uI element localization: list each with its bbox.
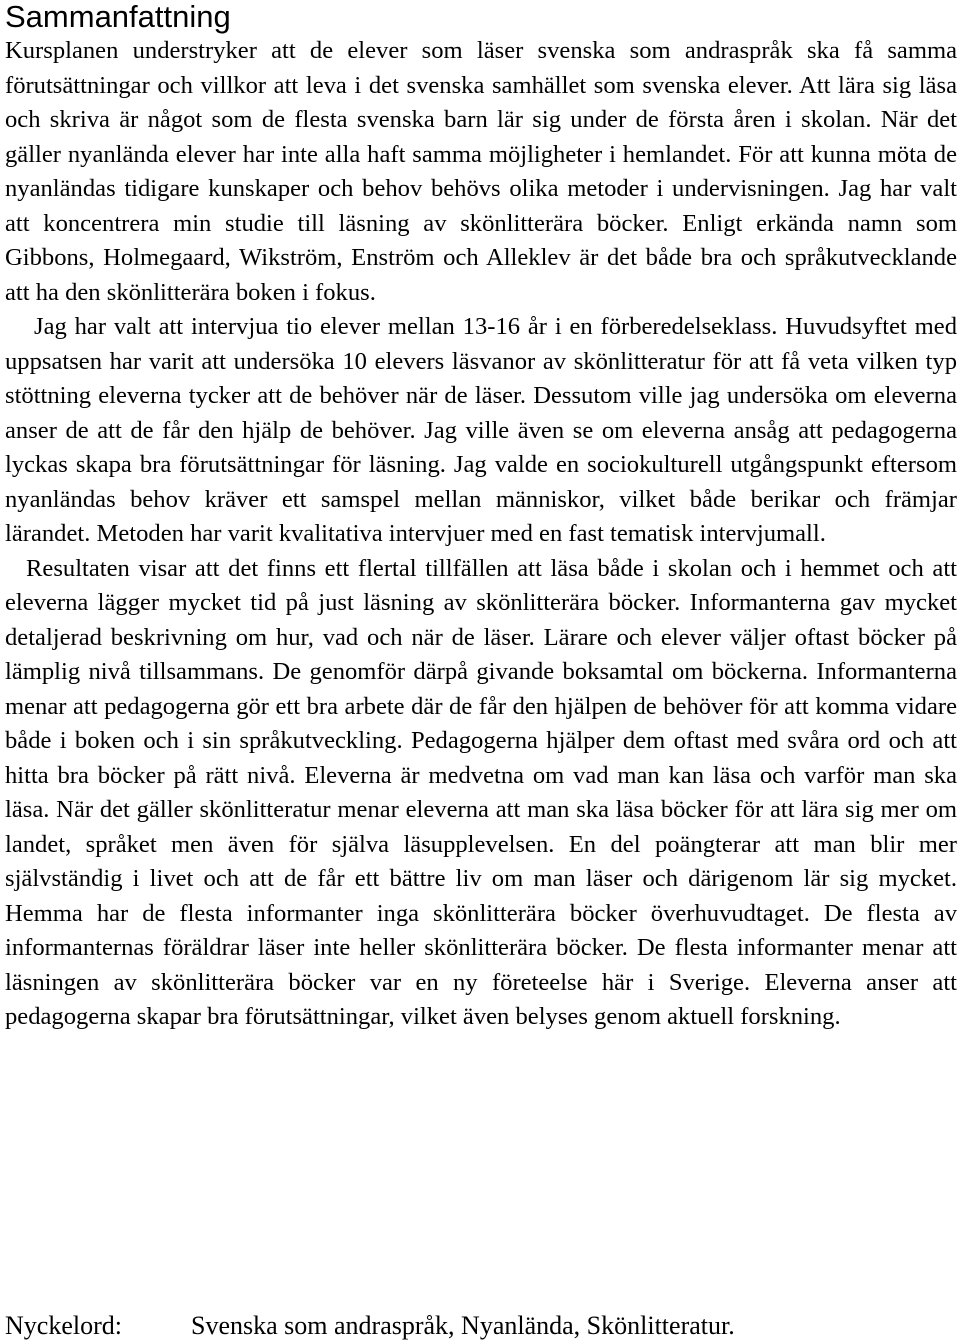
page-title: Sammanfattning bbox=[5, 0, 231, 34]
keywords-value: Svenska som andraspråk, Nyanlända, Skönlitteratur. bbox=[191, 1311, 735, 1340]
summary-page bbox=[5, 0, 957, 1035]
keywords-label: Nyckelord: bbox=[5, 1311, 122, 1340]
summary-paragraph-1: Kursplanen understryker att de elever som läser svenska som andraspråk ska få samma förutsättningar och villkor att leva i det svenska samhället som svenska elever. Att lära sig läsa och skriva är något som de flesta svenska barn lär sig under de första åren i skolan. När det gäller nyanlända elever har inte alla haft samma möjligheter i hemlandet. För att kunna möta de nyanländas tidigare kunskaper och behov behövs olika metoder i undervisningen. Jag har valt att koncentrera min studie till läsning av skönlitterära böcker. Enligt erkända namn som Gibbons, Holmegaard, Wikström, Enström och Alleklev är det både bra och språkutvecklande att ha den skönlitterära boken i fokus. bbox=[5, 37, 957, 306]
summary-paragraph-3: Resultaten visar att det finns ett flertal tillfällen att läsa både i skolan och i hemmet och att eleverna lägger mycket tid på just läsning av skönlitterära böcker. Informanterna gav mycket detaljerad beskrivning om hur, vad och när de läser. Lärare och elever väljer oftast böcker på lämplig nivå tillsammans. De genomför därpå givande boksamtal om böckerna. Informanterna menar att pedagogerna gör ett bra arbete där de får den hjälpen de behöver för att komma vidare både i boken och i sin språkutveckling. Pedagogerna hjälper dem oftast med svåra ord och att hitta bra böcker på rätt nivå. Eleverna är medvetna om vad man kan läsa och varför man ska läsa. När det gäller skönlitteratur menar eleverna att man ska läsa böcker för att lära sig mer om landet, språket men även för själva läsupplevelsen. En del poängterar att man blir mer självständig i livet och att de får ett bättre liv om man läser och därigenom lär sig mycket. Hemma har de flesta informanter inga skönlitterära böcker överhuvudtaget. De flesta av informanternas föräldrar läser inte heller skönlitterära böcker. De flesta informanter menar att läsningen av skönlitterära böcker var en ny företeelse här i Sverige. Eleverna anser att pedagogerna skapar bra förutsättningar, vilket även belyses genom aktuell forskning. bbox=[5, 554, 957, 1030]
keywords-line bbox=[5, 1310, 735, 1342]
summary-paragraph-2: Jag har valt att intervjua tio elever mellan 13-16 år i en förberedelseklass. Huvudsyftet med uppsatsen har varit att undersöka 10 elevers läsvanor av skönlitteratur för att få veta vilken typ stöttning eleverna tycker att de behöver när de läser. Dessutom ville jag undersöka om eleverna anser de att de får den hjälp de behöver. Jag ville även se om eleverna ansåg att pedagogerna lyckas skapa bra förutsättningar för läsning. Jag valde en sociokulturell utgångspunkt eftersom nyanländas behov kräver ett samspel mellan människor, vilket både berikar och främjar lärandet. Metoden har varit kvalitativa intervjuer med en fast tematisk intervjumall. bbox=[5, 313, 957, 547]
